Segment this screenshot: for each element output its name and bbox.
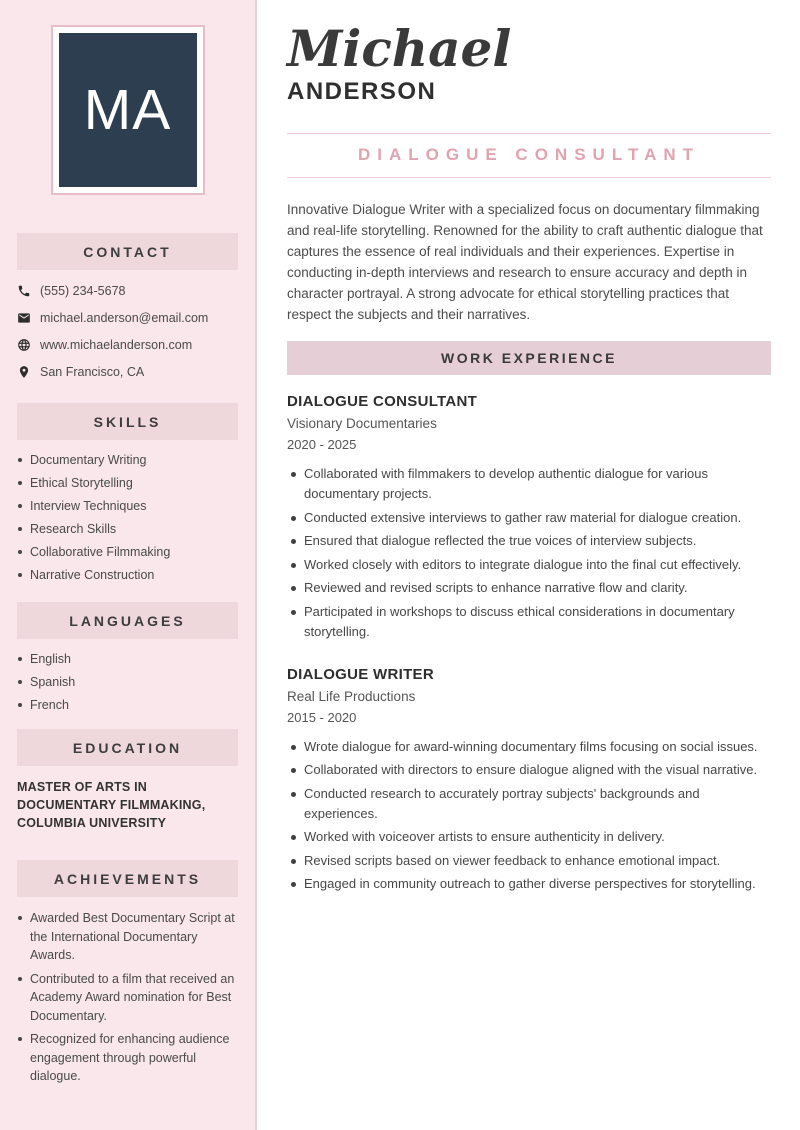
skill-item: Interview Techniques (17, 498, 241, 514)
achievements-list (17, 909, 241, 1086)
profile-summary: Innovative Dialogue Writer with a specialized focus on documentary filmmaking and real-life storytelling. Renowned for the ability to craft authentic dialogue that captures the essence of real individuals and their experiences. Expertise in conducting in-depth interviews and research to ensure accuracy and depth in character portrayal. A strong advocate for ethical storytelling practices that respect the subjects and their narratives. (287, 202, 763, 322)
globe-icon (17, 338, 31, 352)
avatar (51, 25, 205, 195)
contact-website-text: www.michaelanderson.com (40, 338, 193, 352)
contact-row-website (17, 332, 241, 359)
job-company: Visionary Documentaries (287, 416, 437, 431)
first-name: Michael (287, 19, 512, 78)
skills-section-heading: SKILLS (17, 403, 238, 440)
job-bullet-list (287, 464, 771, 642)
job-bullet: Engaged in community outreach to gather diverse perspectives for storytelling. (287, 874, 771, 894)
contact-list (17, 278, 241, 386)
language-item: Spanish (17, 674, 241, 690)
job-entry (287, 666, 771, 895)
job-title: DIALOGUE WRITER (287, 665, 434, 683)
job-dates: 2015 - 2020 (287, 709, 357, 725)
skill-item: Collaborative Filmmaking (17, 544, 241, 560)
job-bullet: Collaborated with directors to ensure dialogue aligned with the visual narrative. (287, 760, 771, 780)
languages-list (17, 651, 241, 713)
job-title: DIALOGUE CONSULTANT (287, 393, 478, 410)
skill-item: Research Skills (17, 521, 241, 537)
job-dates: 2020 - 2025 (287, 437, 357, 452)
job-bullet: Conducted extensive interviews to gather raw material for dialogue creation. (287, 508, 771, 528)
skills-list (17, 452, 241, 583)
job-bullet: Worked closely with editors to integrate dialogue into the final cut effectively. (287, 555, 771, 575)
job-bullet: Collaborated with filmmakers to develop authentic dialogue for various documentary projects. (287, 464, 771, 504)
contact-row-location (17, 359, 241, 386)
contact-row-email (17, 305, 241, 332)
job-bullet: Revised scripts based on viewer feedback to enhance emotional impact. (287, 851, 771, 871)
skill-item: Narrative Construction (17, 567, 241, 583)
skill-item: Documentary Writing (17, 452, 241, 468)
contact-email-text: michael.anderson@email.com (40, 311, 209, 325)
job-bullet: Worked with voiceover artists to ensure authenticity in delivery. (287, 827, 771, 847)
role-band (287, 133, 771, 178)
contact-section-heading: CONTACT (17, 233, 238, 270)
languages-section-heading: LANGUAGES (17, 602, 238, 639)
contact-phone-text: (555) 234-5678 (40, 284, 126, 298)
achievement-item: Recognized for enhancing audience engagement through powerful dialogue. (17, 1030, 241, 1086)
sidebar (0, 0, 257, 1130)
contact-location-text: San Francisco, CA (40, 365, 145, 379)
job-bullet: Reviewed and revised scripts to enhance narrative flow and clarity. (287, 578, 771, 598)
last-name: ANDERSON (287, 78, 437, 105)
achievements-section-heading: ACHIEVEMENTS (17, 860, 238, 897)
contact-row-phone (17, 278, 241, 305)
phone-icon (17, 284, 31, 298)
job-entry (287, 393, 771, 642)
location-icon (17, 365, 31, 379)
job-bullet: Ensured that dialogue reflected the true voices of interview subjects. (287, 531, 771, 551)
work-experience-heading: WORK EXPERIENCE (287, 341, 771, 375)
achievement-item: Awarded Best Documentary Script at the International Documentary Awards. (17, 909, 241, 965)
skill-item: Ethical Storytelling (17, 475, 241, 491)
language-item: English (17, 651, 241, 667)
job-company: Real Life Productions (287, 688, 416, 704)
job-bullet-list (287, 737, 771, 895)
job-bullet: Wrote dialogue for award-winning documentary films focusing on social issues. (287, 737, 771, 757)
avatar-initials: MA (83, 78, 172, 142)
job-bullet: Participated in workshops to discuss ethical considerations in documentary storytelling. (287, 602, 771, 642)
language-item: French (17, 697, 241, 713)
education-section-heading: EDUCATION (17, 729, 238, 766)
email-icon (17, 311, 31, 325)
education-degree: MASTER OF ARTS IN DOCUMENTARY FILMMAKING, COLUMBIA UNIVERSITY (17, 780, 206, 830)
avatar-monogram-box (59, 33, 197, 187)
main-content (257, 0, 800, 1130)
role-title: DIALOGUE CONSULTANT (357, 145, 701, 164)
job-bullet: Conducted research to accurately portray subjects' backgrounds and experiences. (287, 784, 771, 824)
achievement-item: Contributed to a film that received an Academy Award nomination for Best Documentary. (17, 970, 241, 1026)
